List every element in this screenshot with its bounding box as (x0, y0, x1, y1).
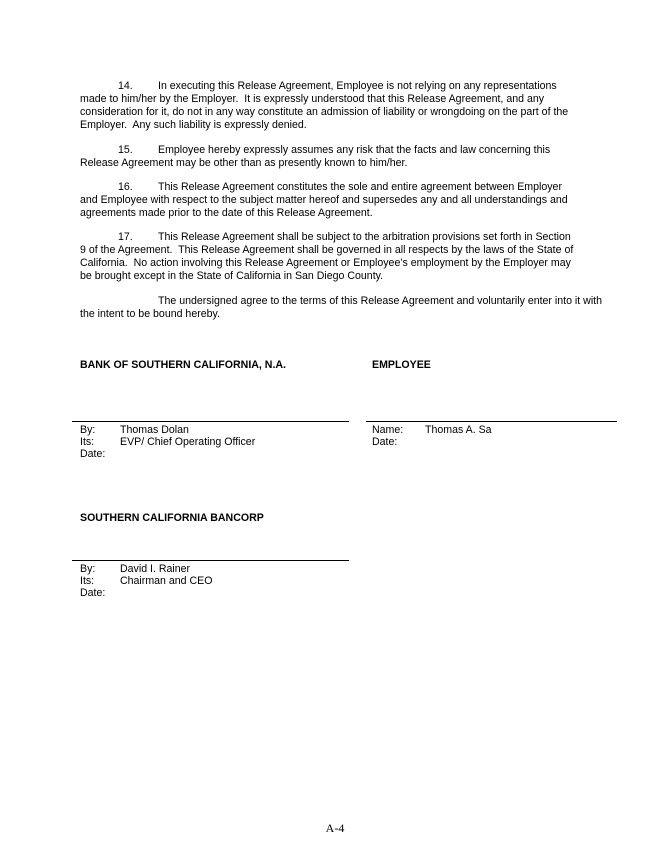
paragraph-line: the intent to be bound hereby. (80, 308, 220, 320)
bank-its-row (80, 436, 255, 449)
by-label: By: (80, 424, 96, 436)
paragraph-number: 16. (118, 181, 133, 193)
date-label: Date: (80, 587, 106, 599)
paragraph-number: 15. (118, 144, 133, 156)
date-label: Date: (80, 448, 106, 460)
paragraph-number: 14. (118, 80, 133, 92)
paragraph-line: Employer. Any such liability is expressly denied. (80, 119, 307, 131)
by-label: By: (80, 563, 96, 575)
paragraph-16 (80, 181, 585, 220)
bank-signature-line (72, 421, 349, 422)
by-value: Thomas Dolan (120, 424, 189, 436)
paragraph-line: Release Agreement may be other than as presently known to him/her. (80, 157, 408, 169)
paragraph-number: 17. (118, 231, 133, 243)
name-label: Name: (372, 424, 404, 436)
paragraph-line: be brought except in the State of California in San Diego County. (80, 270, 384, 282)
name-value: Thomas A. Sa (425, 424, 492, 436)
bancorp-date-row (80, 587, 105, 600)
employee-signature-line (366, 421, 617, 422)
paragraph-line: consideration for it, do not in any way constitute an admission of liability or wrongdoing on the part of the (80, 106, 569, 118)
bancorp-signature-line (72, 560, 349, 561)
bank-date-row (80, 448, 105, 461)
closing-paragraph (80, 295, 603, 321)
bank-heading: BANK OF SOUTHERN CALIFORNIA, N.A. (80, 359, 286, 371)
paragraph-line: This Release Agreement shall be subject to the arbitration provisions set forth in Section (158, 231, 571, 243)
employee-date-row (372, 436, 397, 449)
paragraph-line: made to him/her by the Employer. It is expressly understood that this Release Agreement, and any (80, 93, 545, 105)
date-label: Date: (372, 436, 398, 448)
paragraph-line: 9 of the Agreement. This Release Agreement shall be governed in all respects by the laws of the State of (80, 244, 574, 256)
its-value: EVP/ Chief Operating Officer (120, 436, 256, 448)
its-label: Its: (80, 575, 95, 587)
paragraph-line: agreements made prior to the date of this Release Agreement. (80, 207, 373, 219)
employee-heading: EMPLOYEE (372, 359, 431, 371)
paragraph-17 (80, 231, 585, 283)
its-value: Chairman and CEO (120, 575, 213, 587)
paragraph-14 (80, 80, 585, 132)
paragraph-line: In executing this Release Agreement, Employee is not relying on any representations (158, 80, 557, 92)
paragraph-line: Employee hereby expressly assumes any risk that the facts and law concerning this (158, 144, 551, 156)
paragraph-line: This Release Agreement constitutes the sole and entire agreement between Employer (158, 181, 562, 193)
paragraph-line: The undersigned agree to the terms of this Release Agreement and voluntarily enter into it with (158, 295, 603, 307)
bancorp-heading: SOUTHERN CALIFORNIA BANCORP (80, 512, 264, 524)
by-value: David I. Rainer (120, 563, 191, 575)
page-number: A-4 (325, 821, 345, 835)
paragraph-line: California. No action involving this Release Agreement or Employee’s employment by the Employer may (80, 257, 571, 269)
paragraph-line: and Employee with respect to the subject matter hereof and supersedes any and all understandings and (80, 194, 568, 206)
its-label: Its: (80, 436, 95, 448)
paragraph-15 (80, 144, 585, 170)
